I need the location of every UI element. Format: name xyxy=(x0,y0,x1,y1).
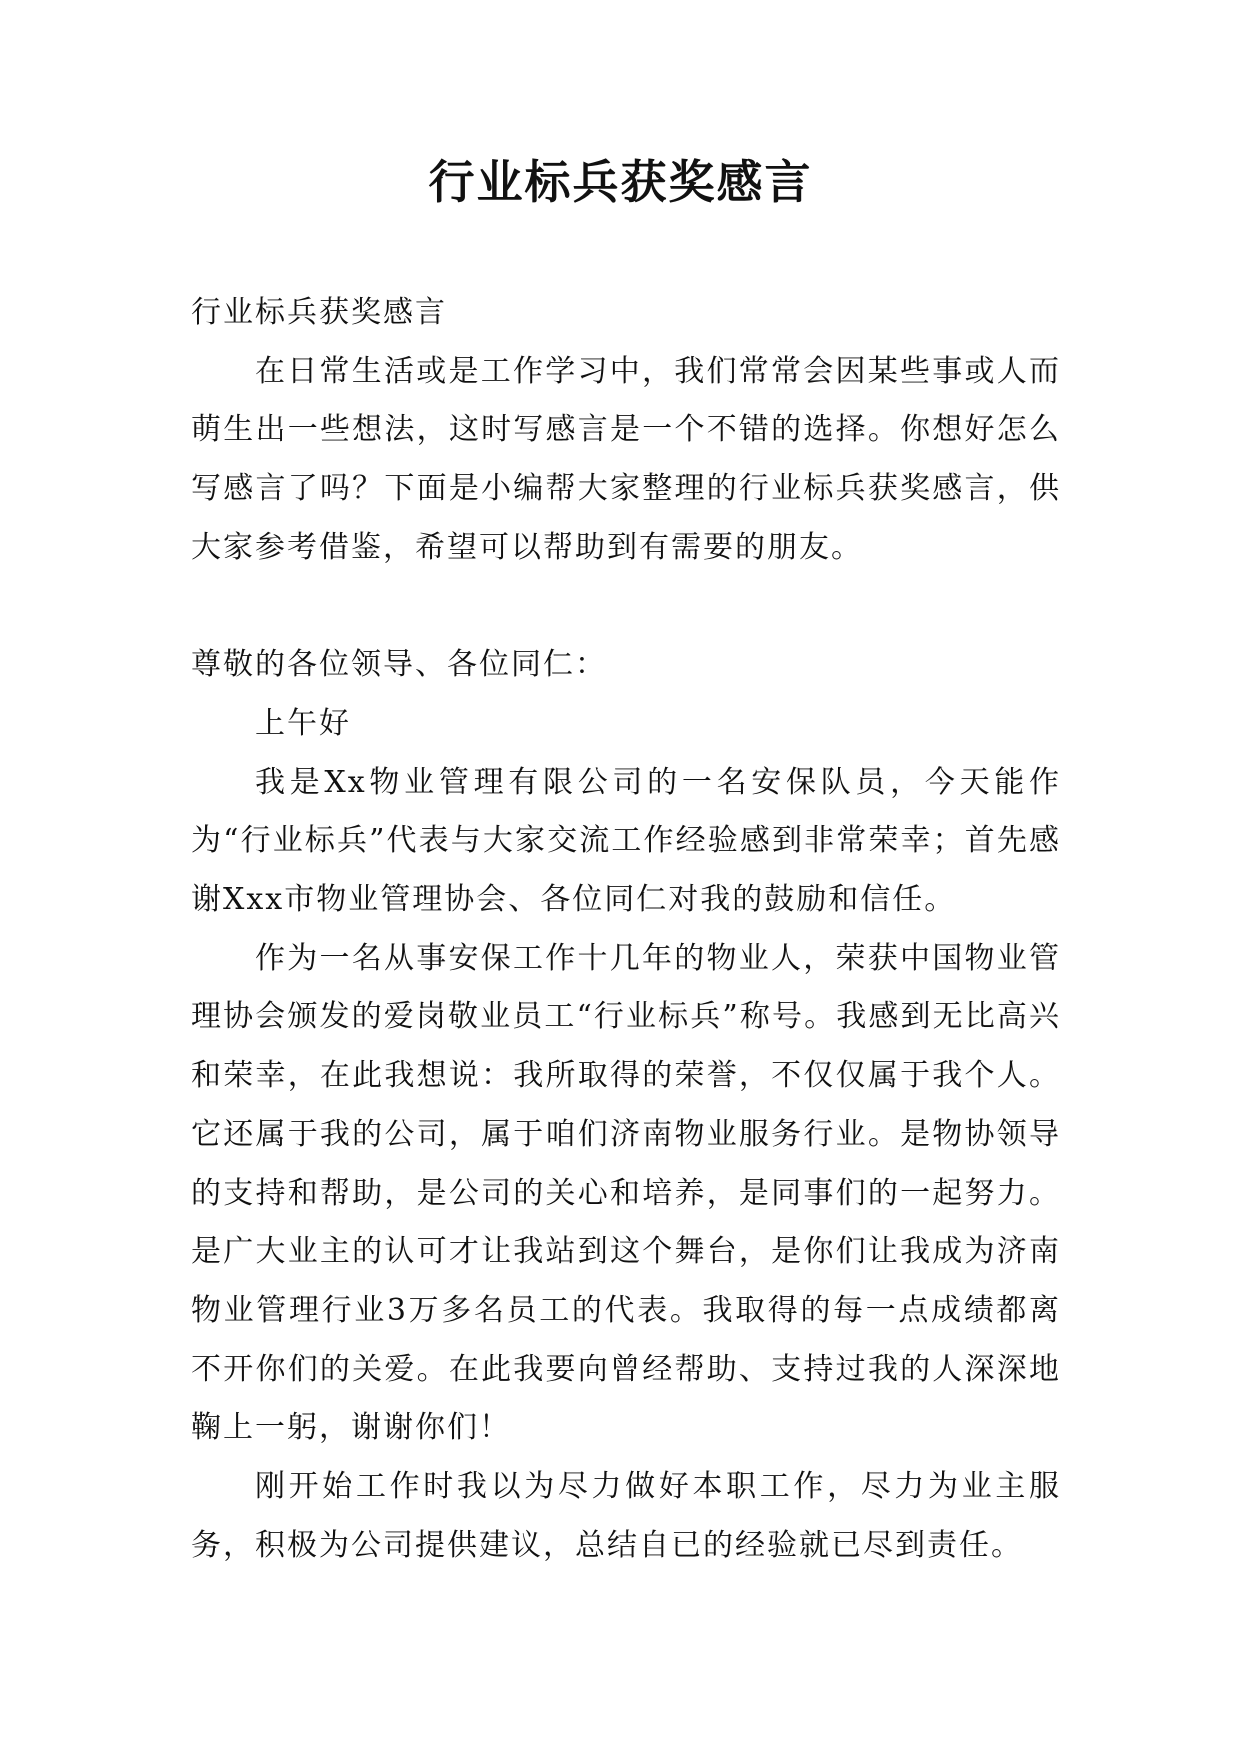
body-paragraph-1: 我是Xx物业管理有限公司的一名安保队员，今天能作为“行业标兵”代表与大家交流工作经验感到非常荣幸；首先感谢Xxx市物业管理协会、各位同仁对我的鼓励和信任。 xyxy=(191,764,1061,918)
intro-paragraph: 在日常生活或是工作学习中，我们常常会因某些事或人而萌生出一些想法，这时写感言是一个不错的选择。你想好怎么写感言了吗？下面是小编帮大家整理的行业标兵获奖感言，供大家参考借鉴，希望可以帮助到有需要的朋友。 xyxy=(191,353,1061,565)
body-paragraph-3: 刚开始工作时我以为尽力做好本职工作，尽力为业主服务，积极为公司提供建议，总结自已的经验就已尽到责任。 xyxy=(191,1469,1061,1563)
document-body xyxy=(191,284,1061,1575)
greeting: 上午好 xyxy=(255,705,351,741)
document-title: 行业标兵获奖感言 xyxy=(428,155,813,209)
salutation: 尊敬的各位领导、各位同仁： xyxy=(191,647,607,683)
body-paragraph-2: 作为一名从事安保工作十几年的物业人，荣获中国物业管理协会颁发的爱岗敬业员工“行业标兵”称号。我感到无比高兴和荣幸，在此我想说：我所取得的荣誉，不仅仅属于我个人。它还属于我的公司，属于咱们济南物业服务行业。是物协领导的支持和帮助，是公司的关心和培养，是同事们的一起努力。是广大业主的认可才让我站到这个舞台，是你们让我成为济南物业管理行业3万多名员工的代表。我取得的每一点成绩都离不开你们的关爱。在此我要向曾经帮助、支持过我的人深深地鞠上一躬，谢谢你们！ xyxy=(191,940,1061,1446)
document-subtitle: 行业标兵获奖感言 xyxy=(191,295,447,330)
